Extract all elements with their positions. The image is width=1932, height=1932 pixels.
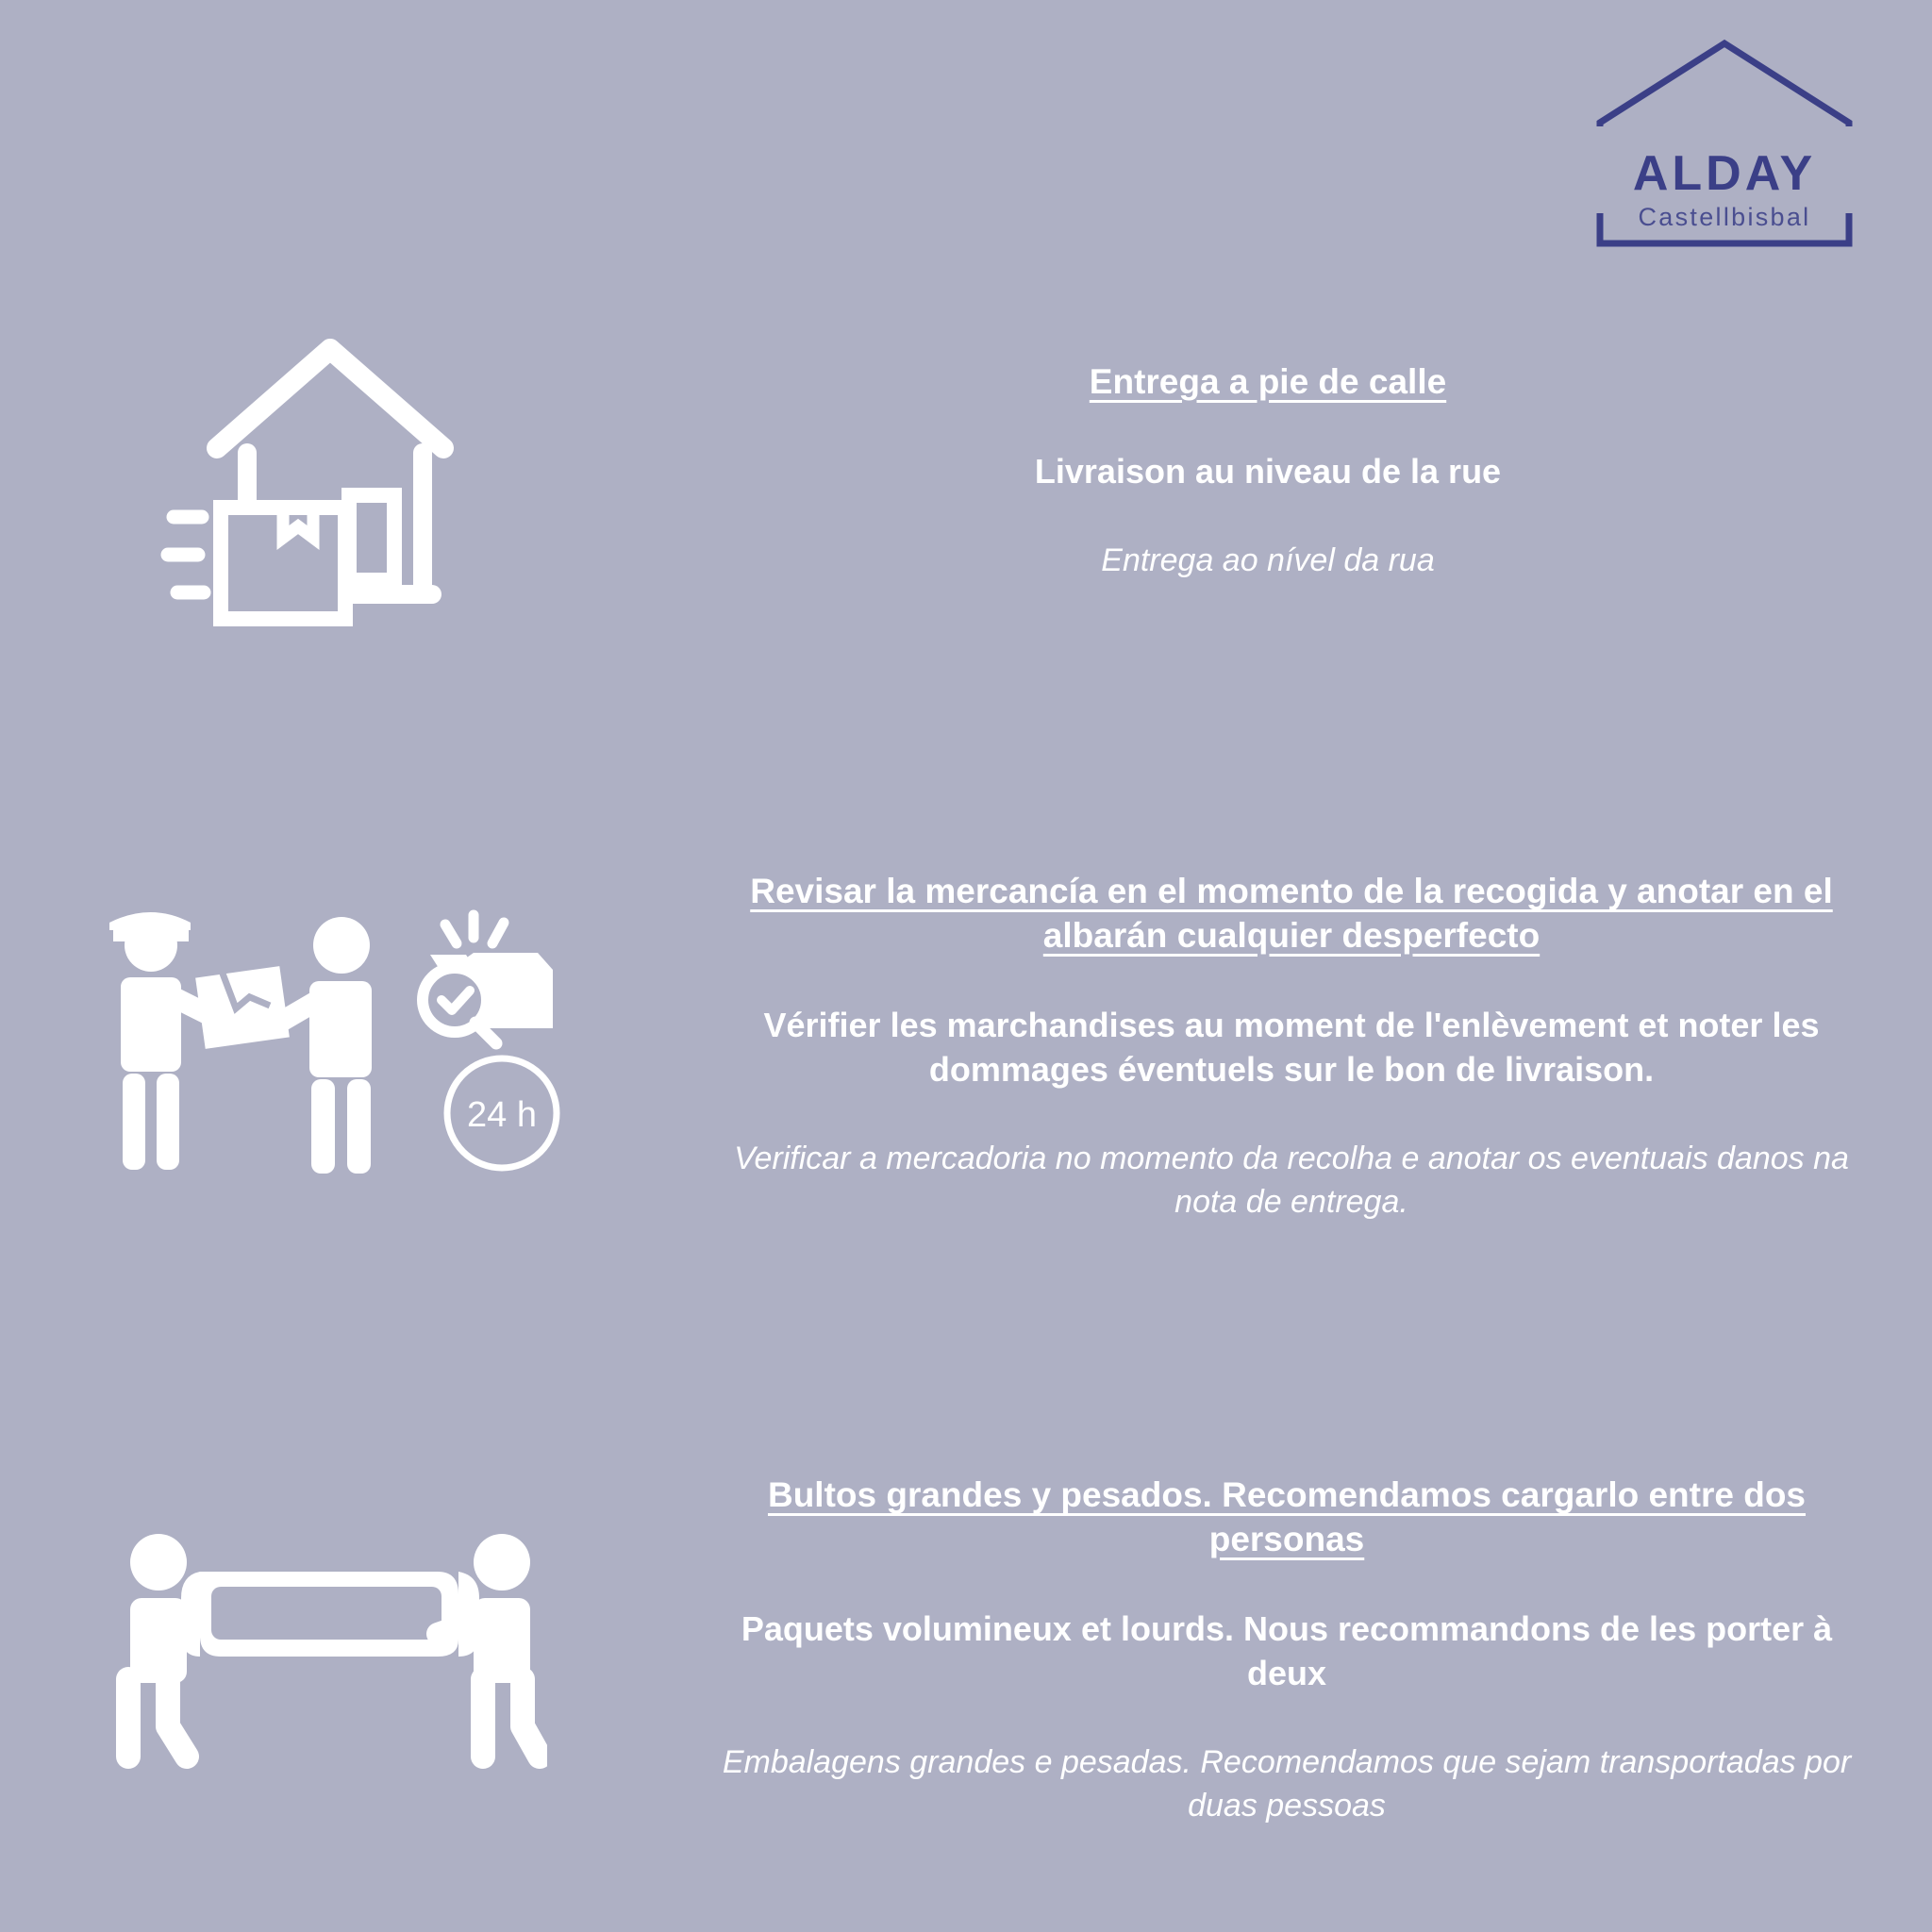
section-2-text-pt: Verificar a mercadoria no momento da recolha e anotar os eventuais danos na nota de entrega. xyxy=(734,1140,1849,1220)
section-2-text-es: Revisar la mercancía en el momento de la recogida y anotar en el albarán cualquier desperfecto xyxy=(750,872,1833,955)
house-with-package-icon xyxy=(160,311,500,632)
badge-24h: 24 h xyxy=(467,1095,537,1135)
section-1-text-fr: Livraison au niveau de la rue xyxy=(1034,452,1502,491)
section-3-text xyxy=(660,1474,1932,1827)
brand-logo-text xyxy=(1583,146,1866,237)
section-1-icon-cell xyxy=(0,311,660,632)
section-street-delivery xyxy=(0,283,1932,660)
section-3-icon-cell xyxy=(0,1528,660,1774)
section-1-text xyxy=(660,360,1932,583)
brand-logo xyxy=(1583,28,1866,255)
section-2-icon-cell xyxy=(0,896,660,1198)
section-2-text xyxy=(660,870,1932,1224)
section-2-text-fr: Vérifier les marchandises au moment de l'enlèvement et noter les dommages éventuels sur le bon de livraison. xyxy=(763,1005,1820,1090)
section-3-text-pt: Embalagens grandes e pesadas. Recomendamos que sejam transportadas por duas pessoas xyxy=(722,1743,1852,1824)
package-handover-icon xyxy=(85,896,575,1198)
section-3-text-es: Bultos grandes y pesados. Recomendamos cargarlo entre dos personas xyxy=(767,1475,1807,1558)
section-heavy-packages xyxy=(0,1406,1932,1896)
section-1-text-pt: Entrega ao nível da rua xyxy=(1101,541,1435,578)
section-1-text-es: Entrega a pie de calle xyxy=(1089,362,1447,402)
brand-location: Castellbisbal xyxy=(1638,203,1811,231)
section-check-goods xyxy=(0,802,1932,1292)
open-box-inspection-icon xyxy=(423,915,553,1043)
section-3-text-fr: Paquets volumineux et lourds. Nous recommandons de les porter à deux xyxy=(741,1608,1833,1693)
two-people-carrying-icon xyxy=(113,1528,547,1774)
brand-name: ALDAY xyxy=(1632,146,1817,201)
